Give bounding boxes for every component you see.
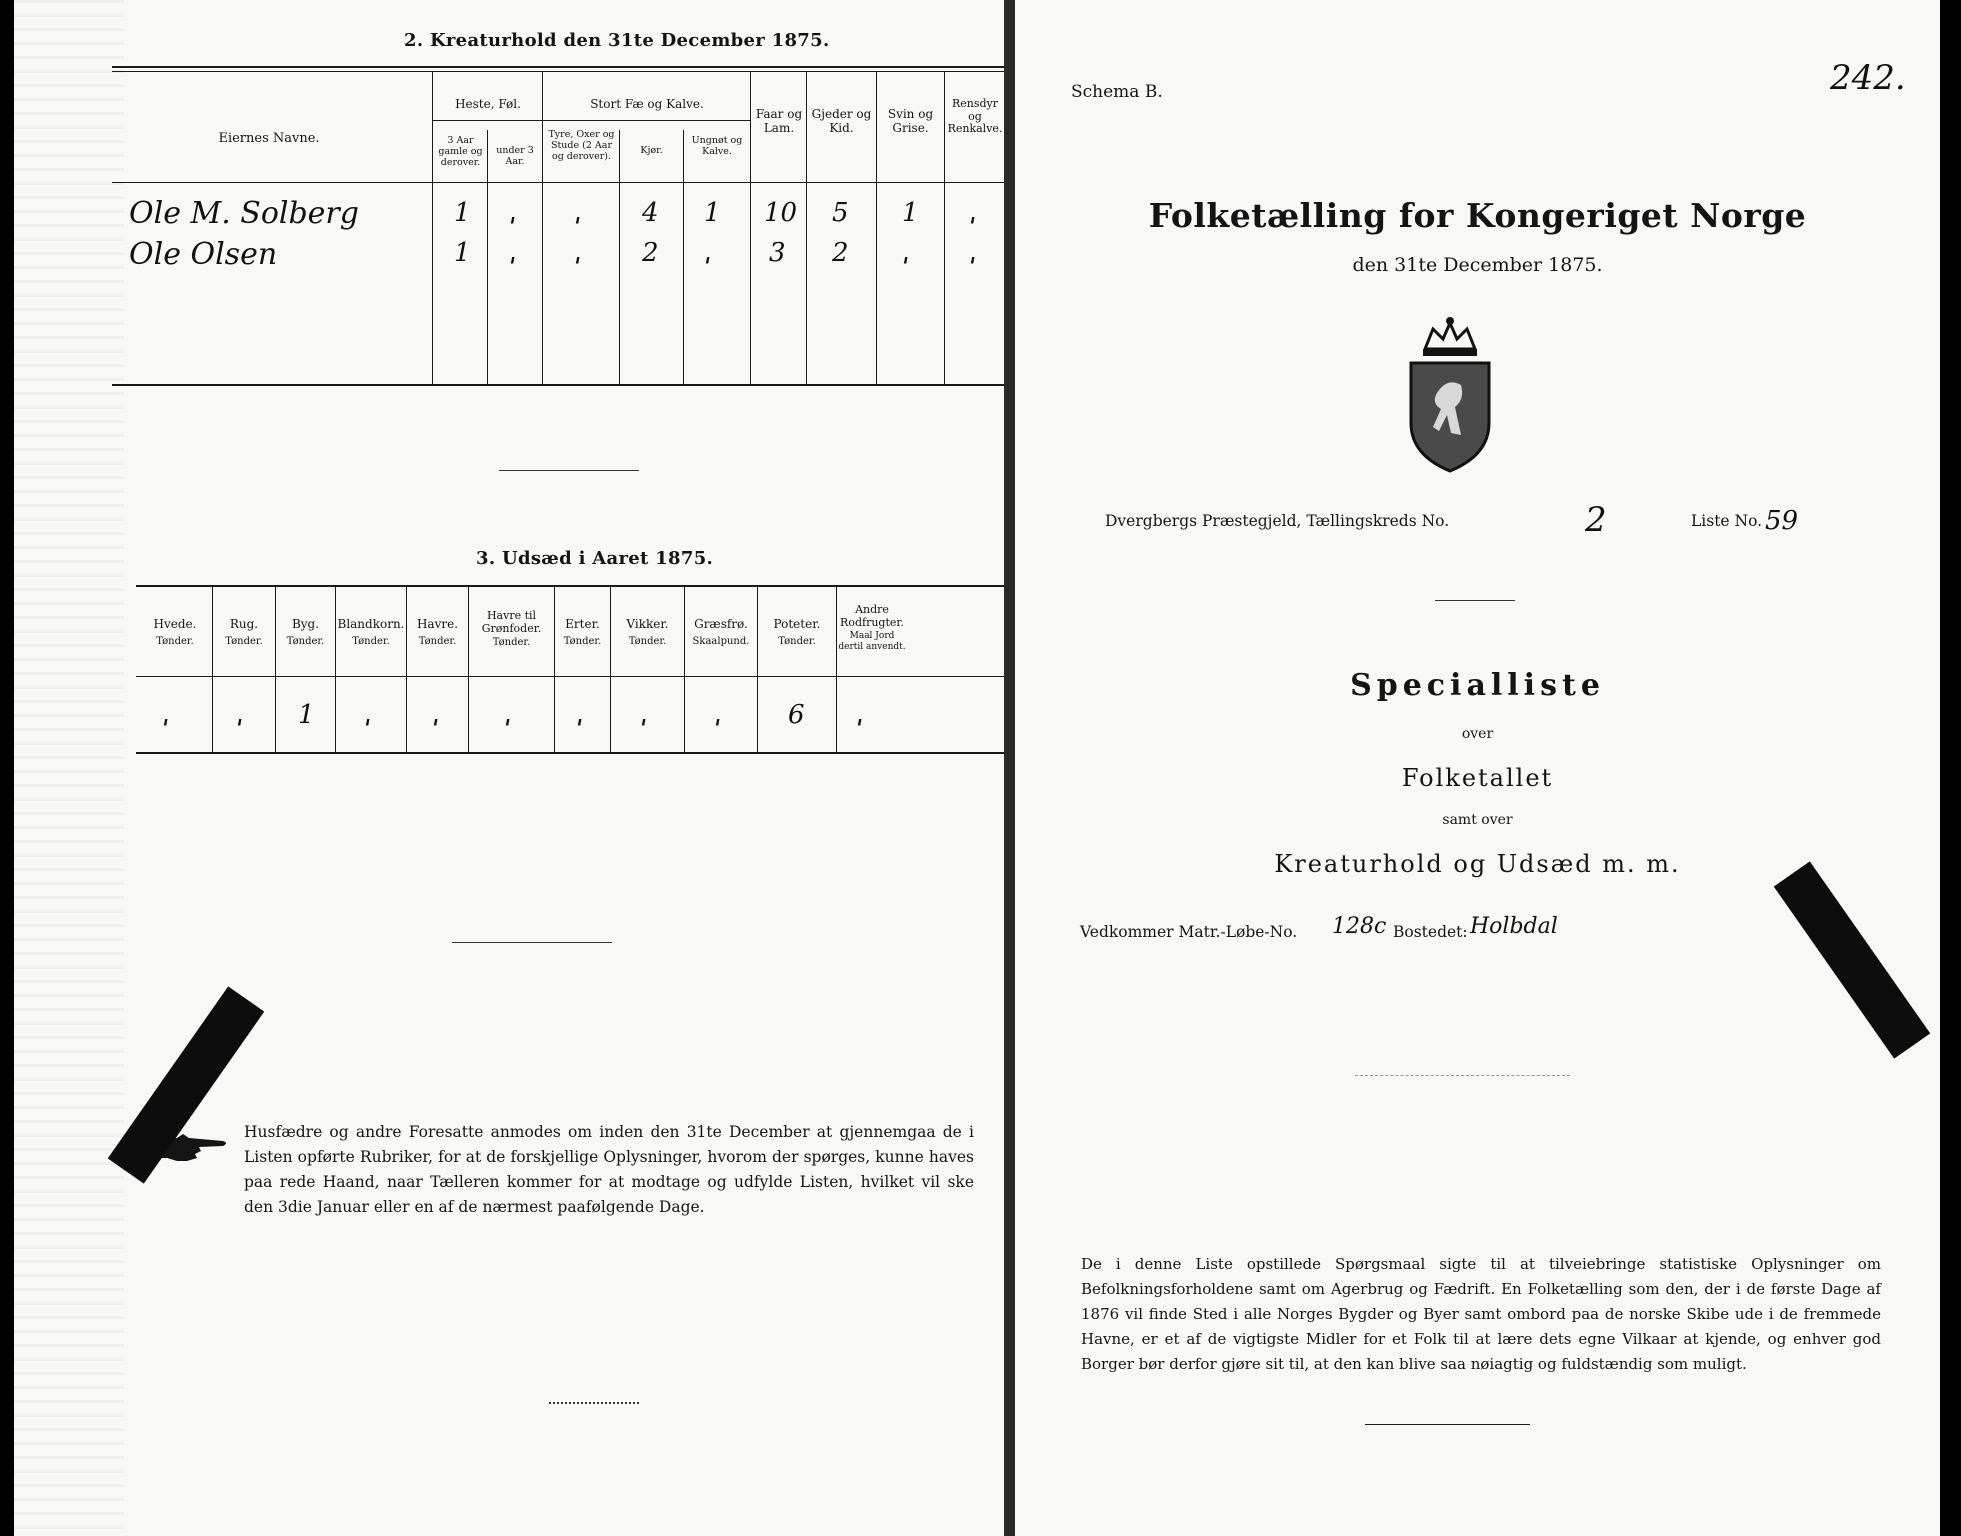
samt-over-text: samt over (1442, 812, 1513, 828)
separator (549, 1402, 639, 1404)
cell-erter: ˌ (576, 700, 584, 730)
cell-young-cattle: ˌ (704, 238, 712, 268)
page-number: 242. (1830, 58, 1906, 98)
special-list-title: Specialliste (1350, 668, 1605, 703)
col-blandkorn: Blandkorn. Tønder. (337, 617, 405, 647)
cell-poteter: 6 (788, 700, 805, 730)
folketallet-text: Folketallet (1401, 764, 1554, 792)
horse-old-header: 3 Aar gamle og derover. (438, 135, 483, 168)
table3-col-line (275, 586, 276, 752)
footer-paragraph: De i denne Liste opstillede Spørgsmaal sigte til at tilveiebringe statistiske Oplysninger om Befolkningsforholdene samt om Agerbrug og Fædrift. En Folketælling som den, der i de første Dage af 1876 vil finde Sted i alle Norges Bygder og Byer samt ombord paa de norske Skibe ude i de fremmede Havne, er et af de vigtigste Midler for et Folk til at lære dets egne Vilkaar at kjende, og enhver god Borger bør derfor gjøre sit til, at den kan blive saa nøiagtig og fuldstændig som muligt. (1081, 1255, 1881, 1373)
schema-label: Schema B. (1071, 82, 1163, 102)
reindeer-header: Rensdyr og Renkalve. (947, 97, 1003, 136)
separator (499, 470, 639, 471)
col-andre-rodfrugter: Andre Rodfrugter. Maal Jord dertil anvendt. (838, 603, 906, 652)
cell-reindeer: ˌ (969, 238, 977, 268)
col-erter: Erter. Tønder. (563, 617, 602, 647)
cell-andre-rodfrugter: ˌ (856, 700, 864, 730)
section2-title: 2. Kreaturhold den 31te December 1875. (404, 30, 830, 51)
coat-of-arms-icon (1395, 315, 1505, 475)
sheep-header: Faar og Lam. (755, 107, 803, 135)
separator (452, 942, 612, 943)
table2-top-rule-2 (112, 71, 1004, 72)
district-number: 2 (1585, 500, 1607, 540)
matr-label: Vedkommer Matr.-Løbe-No. (1080, 923, 1298, 941)
right-page (1015, 0, 1940, 1536)
cell-horse-old: 1 (454, 238, 471, 268)
kreaturhold-text: Kreaturhold og Udsæd m. m. (1274, 850, 1681, 878)
col-hvede: Hvede. Tønder. (153, 617, 197, 647)
col-havre-gronfoder: Havre til Grønfoder. Tønder. (481, 609, 542, 649)
owner-name: Ole Olsen (129, 237, 278, 272)
cell-young-cattle: 1 (704, 198, 721, 228)
cell-goats: 5 (832, 198, 849, 228)
table2-col-line (750, 72, 751, 384)
table3-col-line (212, 586, 213, 752)
cell-pigs: ˌ (902, 238, 910, 268)
cell-hvede: ˌ (162, 700, 170, 730)
table2-header-rule (112, 182, 1004, 183)
cell-havre: ˌ (432, 700, 440, 730)
cell-vikker: ˌ (640, 700, 648, 730)
footer-rule (1365, 1424, 1530, 1425)
separator (1435, 600, 1515, 601)
table3-col-line (335, 586, 336, 752)
col-havre: Havre. Tønder. (416, 617, 459, 647)
cell-horse-young: ˌ (509, 238, 517, 268)
table2-col-line (542, 72, 543, 384)
young-cattle-header: Ungnøt og Kalve. (691, 135, 743, 157)
table2-col-line (487, 130, 488, 384)
cell-rug: ˌ (236, 700, 244, 730)
table3-col-line (406, 586, 407, 752)
owner-name: Ole M. Solberg (129, 196, 359, 231)
horse-young-header: under 3 Aar. (496, 145, 534, 167)
col-vikker: Vikker. Tønder. (626, 617, 669, 647)
parish-label: Dvergbergs Præstegjeld, Tællingskreds No. (1105, 512, 1450, 530)
cell-cows: 2 (642, 238, 659, 268)
cell-sheep: 3 (769, 238, 786, 268)
cell-reindeer: ˌ (969, 198, 977, 228)
separator (1355, 1075, 1570, 1076)
table3-bottom-rule (136, 752, 1004, 754)
census-date: den 31te December 1875. (1352, 254, 1603, 276)
table3-col-line (610, 586, 611, 752)
table2-group-rule (432, 120, 750, 121)
left-page (14, 0, 1004, 1536)
goats-header: Gjeder og Kid. (811, 107, 872, 135)
pigs-header: Svin og Grise. (887, 107, 934, 135)
owner-header: Eiernes Navne. (218, 131, 320, 146)
bosted-label: Bostedet: (1393, 923, 1468, 941)
cell-bulls: ˌ (574, 238, 582, 268)
cell-havre-gronfoder: ˌ (504, 700, 512, 730)
horse-group-header: Heste, Føl. (455, 97, 521, 111)
section3-title: 3. Udsæd i Aaret 1875. (476, 548, 714, 569)
cell-byg: 1 (298, 700, 315, 730)
bleed-through-text (14, 0, 124, 1536)
notice-paragraph: Husfædre og andre Foresatte anmodes om inden den 31te December at gjennemgaa de i Listen opførte Rubriker, for at de forskjellige Oplysninger, hvorom der spørges, kunne haves paa rede Haand, naar Tælleren kommer for at modtage og udfylde Listen, hvilket vil ske den 3die Januar eller en af de nærmest paafølgende Dage. (244, 1123, 974, 1216)
cell-goats: 2 (832, 238, 849, 268)
cell-horse-young: ˌ (509, 198, 517, 228)
cell-horse-old: 1 (454, 198, 471, 228)
table2-top-rule (112, 66, 1004, 68)
table3-col-line (684, 586, 685, 752)
table3-col-line (757, 586, 758, 752)
table3-top-rule (136, 585, 1004, 587)
list-label: Liste No. (1691, 512, 1763, 530)
matr-number: 128c (1332, 914, 1387, 939)
col-graesfro: Græsfrø. Skaalpund. (692, 617, 750, 647)
bosted-value: Holbdal (1470, 914, 1558, 939)
cell-pigs: 1 (902, 198, 919, 228)
col-rug: Rug. Tønder. (225, 617, 263, 647)
table3-col-line (554, 586, 555, 752)
main-title: Folketælling for Kongeriget Norge (1148, 196, 1807, 235)
col-byg: Byg. Tønder. (286, 617, 325, 647)
col-poteter: Poteter. Tønder. (773, 617, 821, 647)
cell-blandkorn: ˌ (364, 700, 372, 730)
book-spine (1004, 0, 1015, 1536)
table2-col-line (432, 72, 433, 384)
cows-header: Kjør. (640, 145, 663, 156)
list-number: 59 (1765, 506, 1799, 536)
bulls-header: Tyre, Oxer og Stude (2 Aar og derover). (548, 129, 615, 162)
cell-sheep: 10 (764, 198, 798, 228)
table3-header-rule (136, 676, 1004, 677)
cattle-group-header: Stort Fæ og Kalve. (590, 97, 704, 111)
table2-col-line (619, 130, 620, 384)
table2-col-line (683, 130, 684, 384)
cell-bulls: ˌ (574, 198, 582, 228)
cell-cows: 4 (642, 198, 659, 228)
over-text: over (1461, 726, 1494, 742)
table2-bottom-rule (112, 384, 1004, 386)
cell-graesfro: ˌ (714, 700, 722, 730)
black-marker-strip (1774, 861, 1930, 1058)
